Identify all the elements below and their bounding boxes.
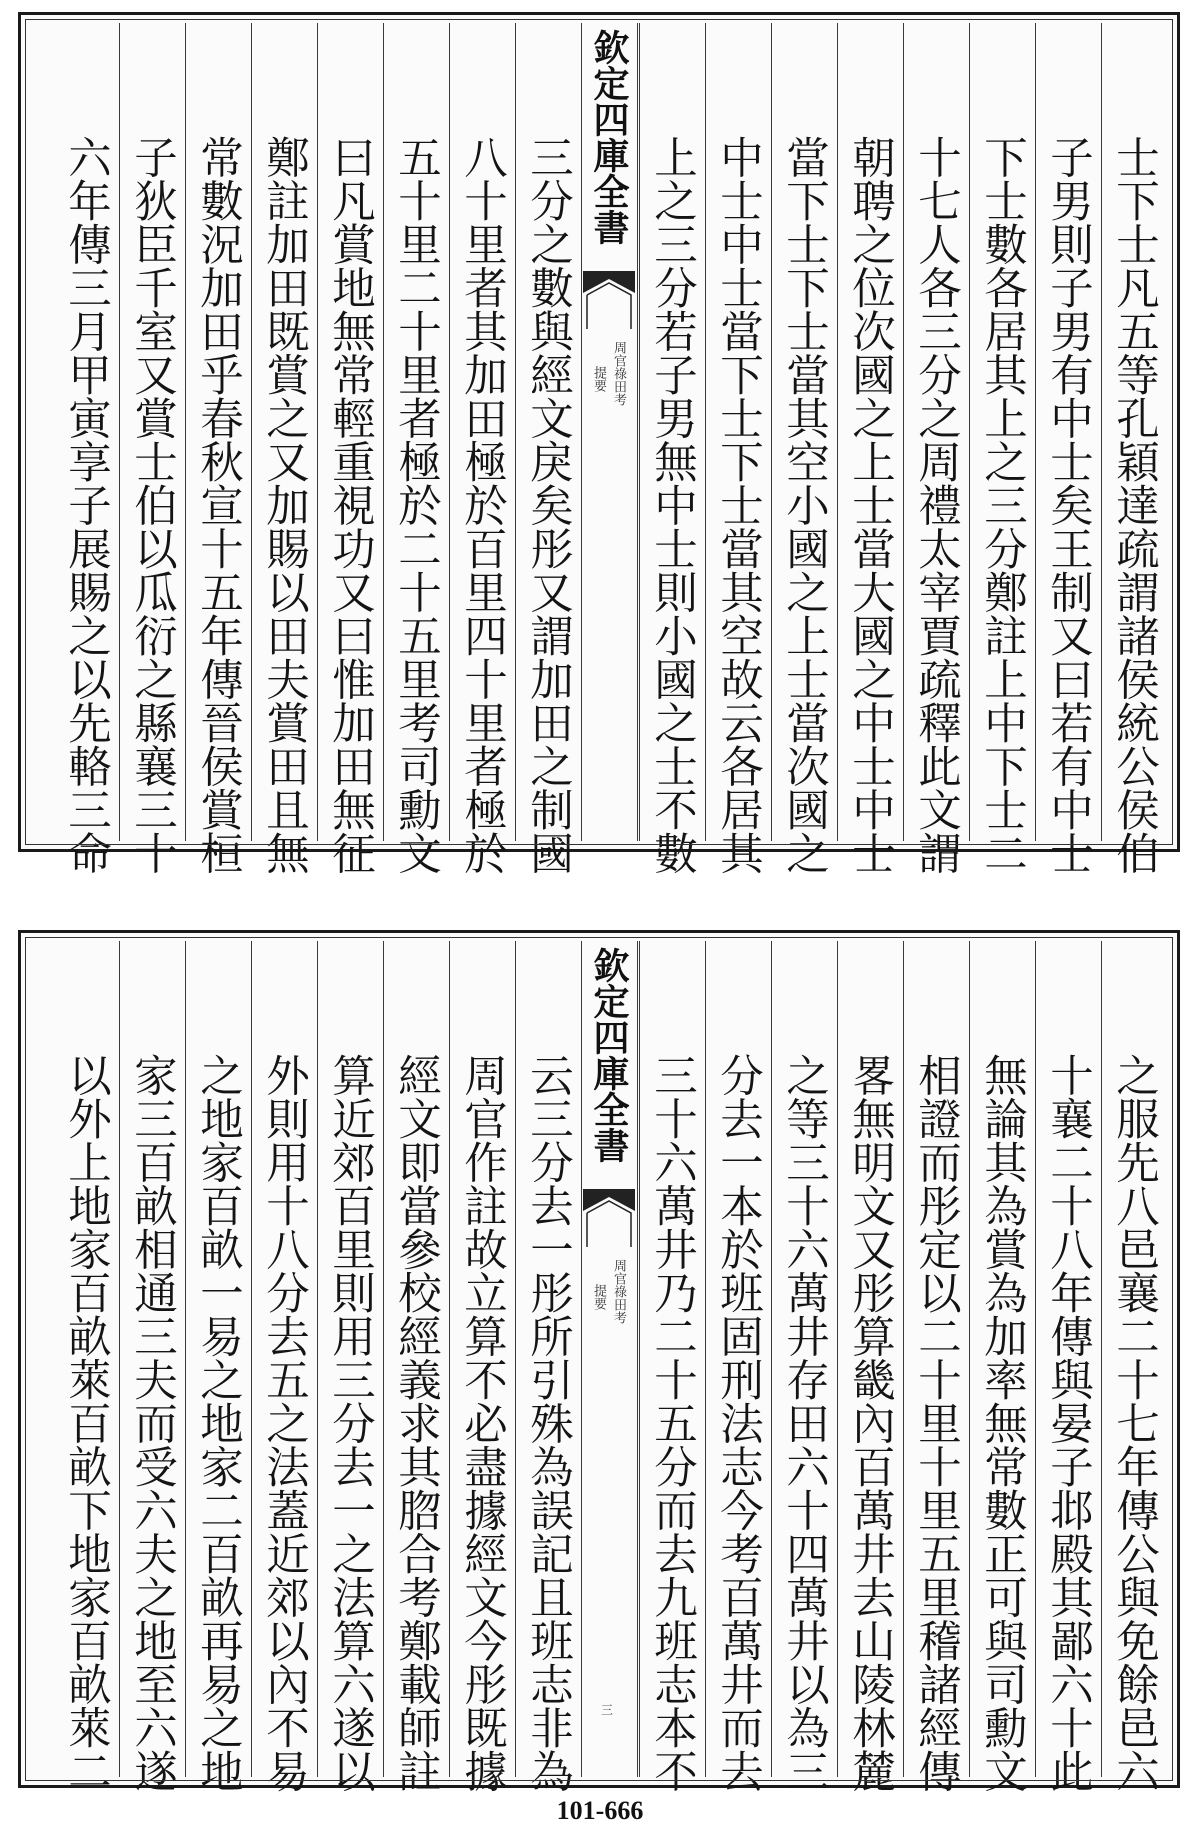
column-text: 分去一本於班固刑法志今考百萬井而去 <box>713 1053 763 1793</box>
text-column-right-1 <box>1101 1053 1167 1793</box>
column-text: 當下士下士當其空小國之上士當次國之 <box>779 135 829 875</box>
column-text: 相證而彤定以二十里十里五里稽諸經傳 <box>911 1053 961 1793</box>
column-rule <box>515 23 516 841</box>
column-text: 外則用十八分去五之法蓋近郊以內不易 <box>259 1053 309 1793</box>
fish-tail-ornament-icon <box>583 1189 635 1249</box>
column-rule <box>1101 941 1102 1777</box>
column-text: 之服先八邑襄二十七年傳公與免餘邑六 <box>1109 1053 1159 1793</box>
text-column-left-2 <box>449 135 515 875</box>
column-rule <box>969 23 970 841</box>
text-column-right-3 <box>969 135 1035 875</box>
banner-section-label: 提要 <box>591 1284 606 1310</box>
column-rule <box>119 23 120 841</box>
column-text: 常數況加田乎春秋宣十五年傳晉侯賞桓 <box>193 135 243 875</box>
column-rule <box>581 941 582 1777</box>
column-text: 算近郊百里則用三分去一之法算六遂以 <box>325 1053 375 1793</box>
column-rule <box>771 23 772 841</box>
column-rule <box>251 23 252 841</box>
text-column-left-2 <box>449 1053 515 1793</box>
column-rule <box>581 23 582 841</box>
text-column-right-2 <box>1035 135 1101 875</box>
text-column-left-6 <box>185 1053 251 1793</box>
column-rule <box>1101 23 1102 841</box>
column-rule <box>637 23 638 841</box>
text-column-right-5 <box>837 135 903 875</box>
text-column-right-6 <box>771 1053 837 1793</box>
text-column-right-3 <box>969 1053 1035 1793</box>
column-text: 五十里二十里者極於二十五里考司勳文 <box>391 135 441 875</box>
column-text: 周官作註故立算不必盡據經文今彤既據 <box>457 1053 507 1793</box>
column-rule <box>383 941 384 1777</box>
column-rule <box>317 23 318 841</box>
text-column-right-5 <box>837 1053 903 1793</box>
column-text: 八十里者其加田極於百里四十里者極於 <box>457 135 507 875</box>
column-text: 中士中士當下士下士當其空故云各居其 <box>713 135 763 875</box>
column-rule <box>705 941 706 1777</box>
column-rule <box>639 941 640 1777</box>
text-column-left-8 <box>53 1053 119 1793</box>
column-rule <box>185 941 186 1777</box>
page-number-label: 101-666 <box>556 1796 644 1825</box>
column-text: 子男則子男有中士矣王制又曰若有中士 <box>1043 135 1093 875</box>
text-column-left-1 <box>515 135 581 875</box>
text-column-right-4 <box>903 1053 969 1793</box>
text-column-right-2 <box>1035 1053 1101 1793</box>
column-text: 之地家百畝一易之地家二百畝再易之地 <box>193 1053 243 1793</box>
column-text: 三分之數與經文戾矣彤又謂加田之制國 <box>523 135 573 875</box>
column-rule <box>837 23 838 841</box>
center-banner <box>581 21 637 843</box>
column-rule <box>837 941 838 1777</box>
column-rule <box>515 941 516 1777</box>
column-text: 曰凡賞地無常輕重視功又曰惟加田無征 <box>325 135 375 875</box>
column-text: 家三百畝相通三夫而受六夫之地至六遂 <box>127 1053 177 1793</box>
banner-leaf-number: 三 <box>601 1703 614 1717</box>
column-rule <box>317 941 318 1777</box>
column-rule <box>185 23 186 841</box>
banner-title: 欽定四庫全書 <box>588 947 630 1163</box>
column-text: 鄭註加田既賞之又加賜以田夫賞田且無 <box>259 135 309 875</box>
text-column-left-7 <box>119 1053 185 1793</box>
text-column-left-5 <box>251 135 317 875</box>
column-rule <box>903 941 904 1777</box>
top-page <box>18 12 1180 875</box>
fish-tail-ornament-icon <box>583 271 635 331</box>
column-text: 以外上地家百畝萊百畝下地家百畝萊二 <box>61 1053 111 1793</box>
text-column-right-8 <box>639 135 705 875</box>
column-text: 下士數各居其上之三分鄭註上中下士二 <box>977 135 1027 875</box>
text-column-left-3 <box>383 135 449 875</box>
bottom-page <box>18 930 1180 1793</box>
text-column-left-4 <box>317 1053 383 1793</box>
column-rule <box>705 23 706 841</box>
banner-section-label: 提要 <box>591 366 606 392</box>
column-rule <box>639 23 640 841</box>
text-column-right-6 <box>771 135 837 875</box>
text-column-left-1 <box>515 1053 581 1793</box>
text-column-left-4 <box>317 135 383 875</box>
column-rule <box>637 941 638 1777</box>
banner-title: 欽定四庫全書 <box>588 29 630 245</box>
column-text: 經文即當參校經義求其脗合考鄭載師註 <box>391 1053 441 1793</box>
column-rule <box>903 23 904 841</box>
column-text: 之等三十六萬井存田六十四萬井以為三 <box>779 1053 829 1793</box>
column-text: 云三分去一彤所引殊為誤記且班志非為 <box>523 1053 573 1793</box>
text-column-right-1 <box>1101 135 1167 875</box>
column-rule <box>383 23 384 841</box>
column-text: 十七人各三分之周禮太宰賈疏釋此文謂 <box>911 135 961 875</box>
column-text: 六年傳三月甲寅享子展賜之以先輅三命 <box>61 135 111 875</box>
column-text: 畧無明文又彤算畿內百萬井去山陵林麓 <box>845 1053 895 1793</box>
column-rule <box>771 941 772 1777</box>
column-rule <box>449 941 450 1777</box>
column-text: 無論其為賞為加率無常數正可與司勳文 <box>977 1053 1027 1793</box>
column-rule <box>449 23 450 841</box>
text-column-left-3 <box>383 1053 449 1793</box>
column-text: 十襄二十八年傳與晏子邶殿其鄙六十此 <box>1043 1053 1093 1793</box>
text-column-right-4 <box>903 135 969 875</box>
column-rule <box>1035 941 1036 1777</box>
column-text: 子狄臣千室又賞士伯以瓜衍之縣襄三十 <box>127 135 177 875</box>
text-column-right-8 <box>639 1053 705 1793</box>
text-column-left-8 <box>53 135 119 875</box>
banner-book-title: 周官祿田考 <box>611 341 626 406</box>
text-column-left-7 <box>119 135 185 875</box>
column-text: 朝聘之位次國之上士當大國之中士中士 <box>845 135 895 875</box>
banner-book-title: 周官祿田考 <box>611 1259 626 1324</box>
column-text: 上之三分若子男無中士則小國之士不數 <box>647 135 697 875</box>
column-rule <box>1035 23 1036 841</box>
center-banner <box>581 939 637 1779</box>
text-column-right-7 <box>705 135 771 875</box>
text-column-left-6 <box>185 135 251 875</box>
column-text: 士下士凡五等孔穎達疏謂諸侯統公侯伯 <box>1109 135 1159 875</box>
column-rule <box>969 941 970 1777</box>
column-rule <box>119 941 120 1777</box>
text-column-left-5 <box>251 1053 317 1793</box>
text-column-right-7 <box>705 1053 771 1793</box>
column-rule <box>251 941 252 1777</box>
column-text: 三十六萬井乃二十五分而去九班志本不 <box>647 1053 697 1793</box>
